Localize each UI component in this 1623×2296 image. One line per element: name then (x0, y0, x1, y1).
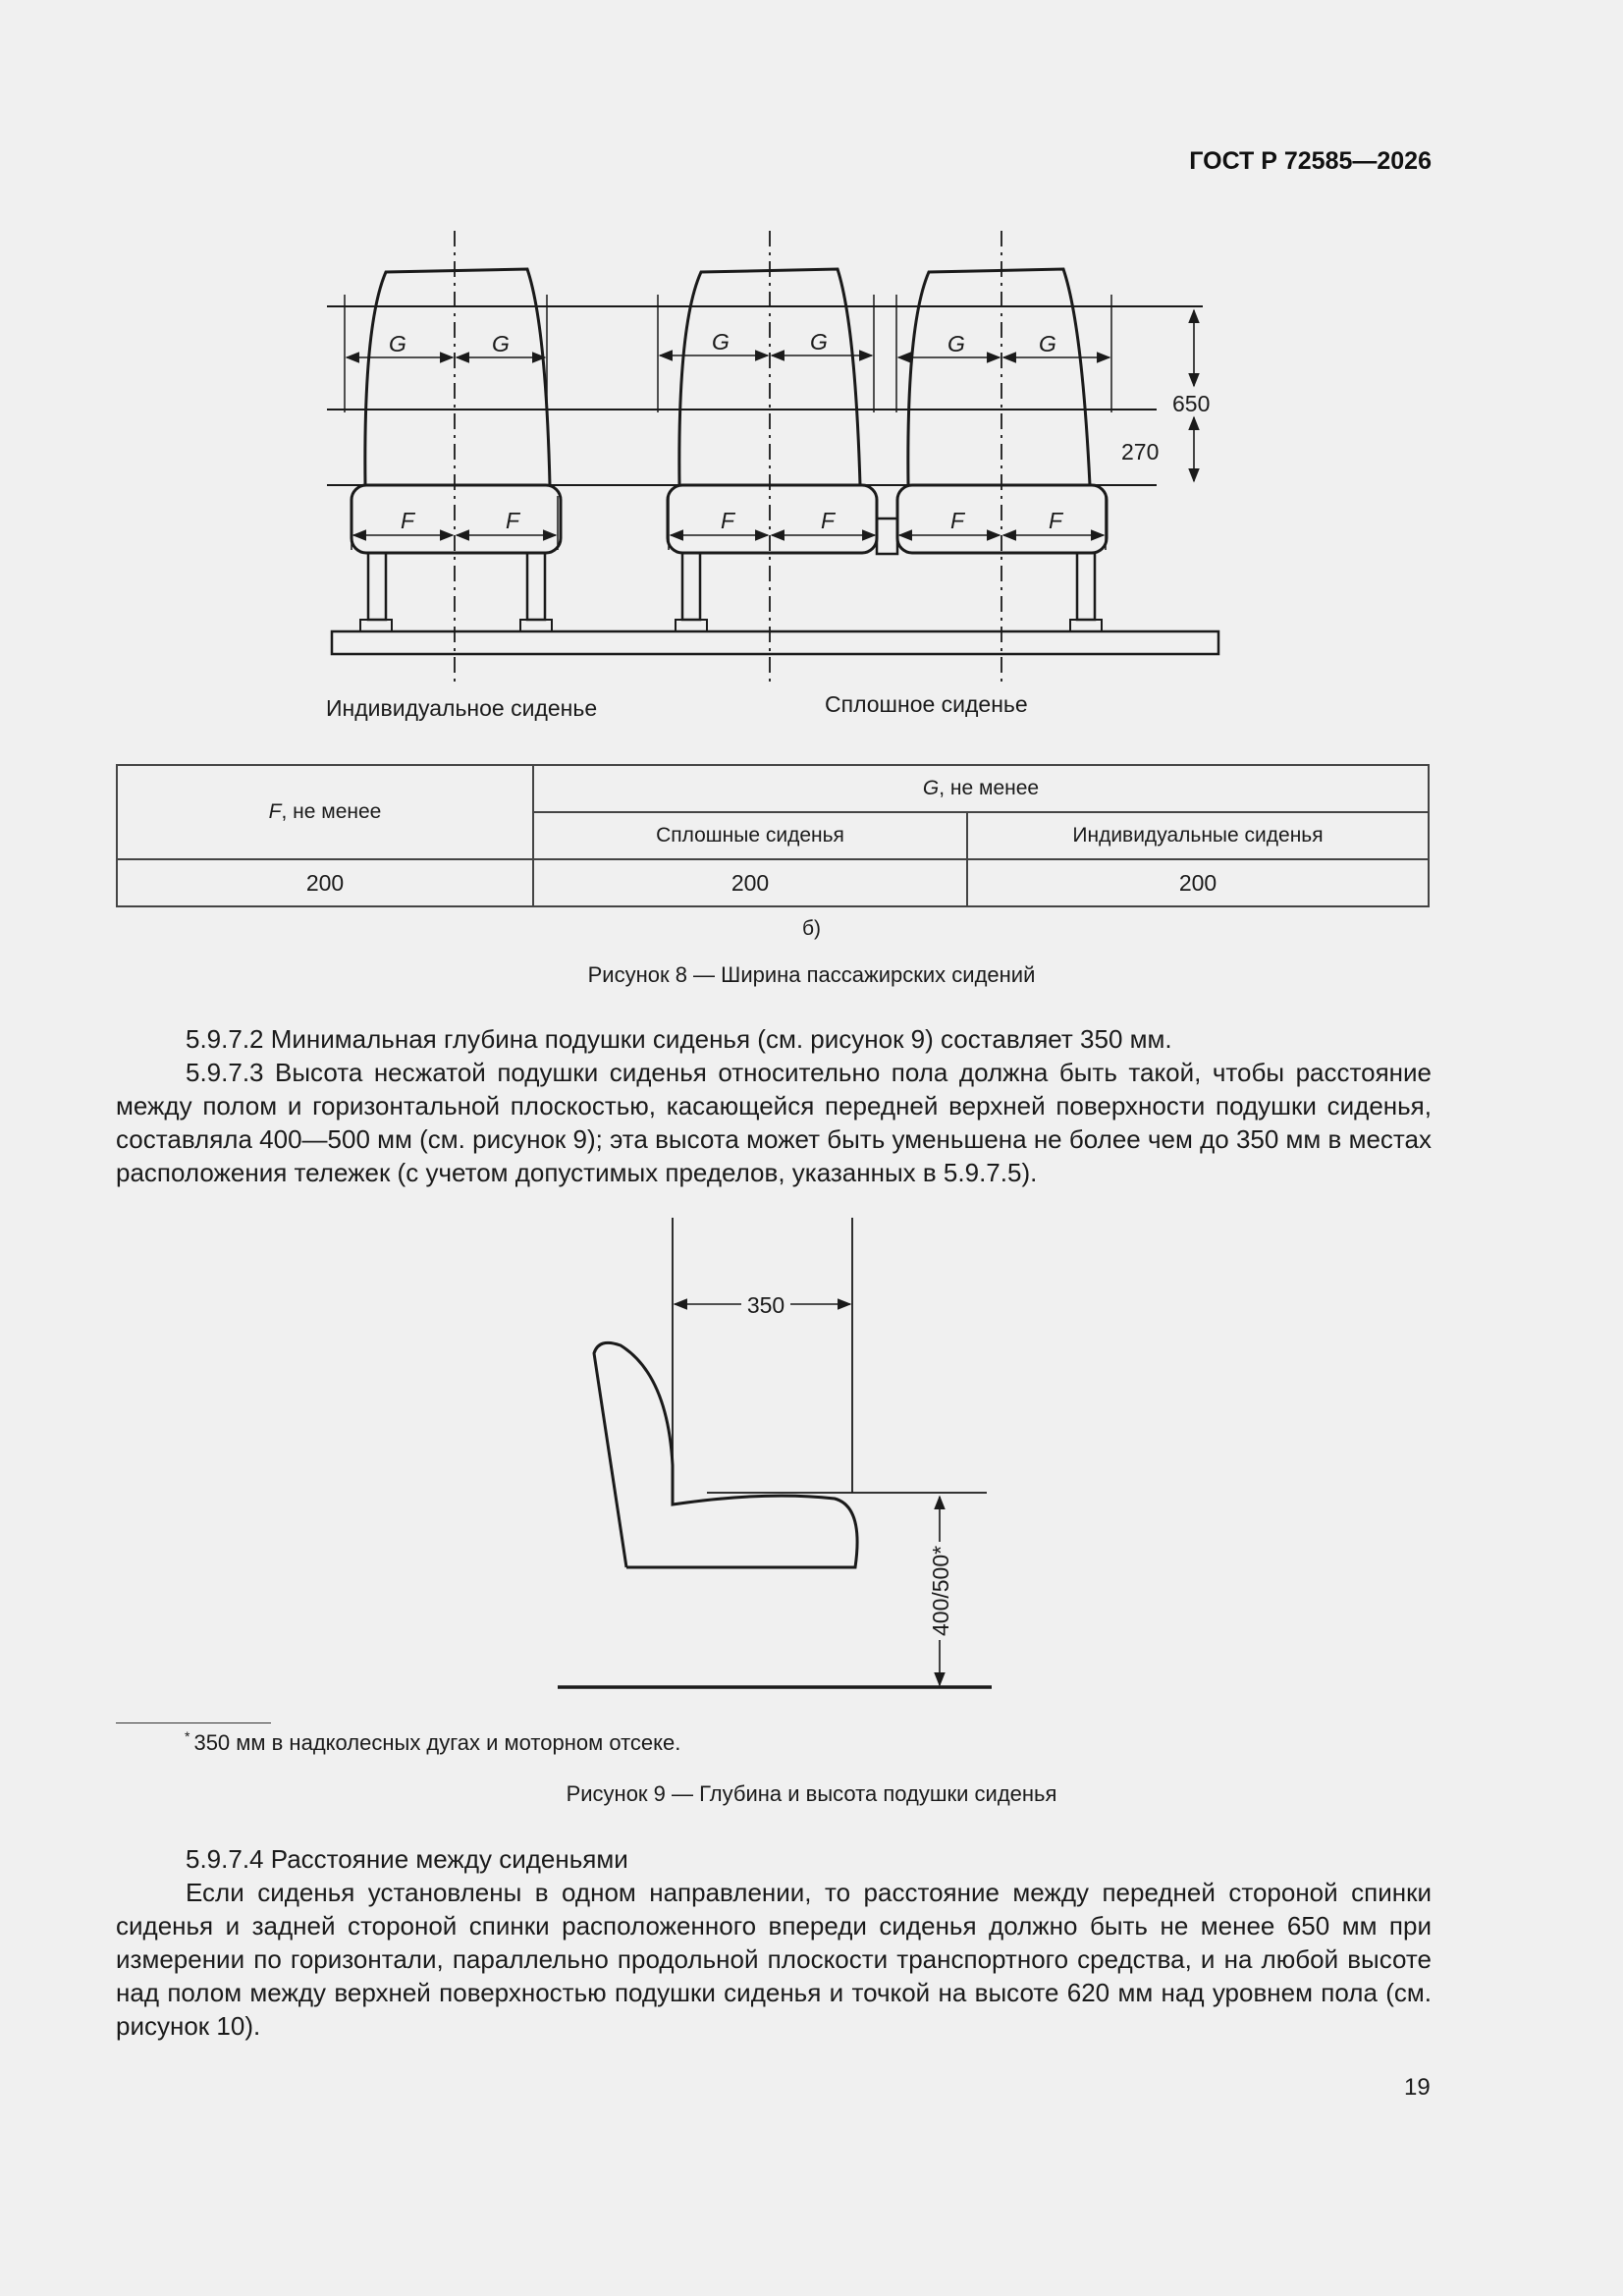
table-header-f: F, не менее (117, 765, 533, 859)
table-value-g-individual: 200 (967, 859, 1429, 906)
table-header-g: G, не менее (533, 765, 1429, 812)
seat-width-table (116, 764, 1430, 907)
section-5974-heading: 5.9.7.4 Расстояние между сиденьями (186, 1844, 628, 1874)
paragraph-5973: 5.9.7.3 Высота несжатой подушки сиденья относительно пола должна быть такой, чтобы расстояние между полом и горизонтальной плоскостью, касающейся передней верхней поверхности подушки сиденья, составляла 400—500 мм (см. рисунок 9); эта высота может быть уменьшена не более чем до 350 мм в местах расположения тележек (с учетом допустимых пределов, указанных в 5.9.7.5). (116, 1058, 1432, 1187)
figure-8-sublabel: б) (801, 917, 822, 940)
dim-f-label: F (720, 508, 735, 533)
dim-f-label: F (505, 508, 520, 533)
dim-f-label: F (1048, 508, 1063, 533)
footnote-text: 350 мм в надколесных дугах и моторном отсеке. (193, 1730, 681, 1755)
section-5974-body: Если сиденья установлены в одном направлении, то расстояние между передней стороной спинки сиденья и задней стороной спинки расположенного впереди сиденья должно быть не менее 650 мм при измерении по горизонтали, параллельно продольной плоскости транспортного средства, и на любой высоте над полом между верхней поверхностью подушки сиденья и точкой на высоте 620 мм над уровнем пола (см. рисунок 10). (116, 1878, 1432, 2041)
page-number: 19 (1404, 2074, 1431, 2101)
figure-9-caption: Рисунок 9 — Глубина и высота подушки сиденья (566, 1781, 1057, 1806)
dim-f-label: F (400, 508, 415, 533)
label-individual-seat: Индивидуальное сиденье (326, 695, 598, 721)
text-block-5972-5973 (116, 1022, 1432, 1189)
figure-9-cushion-depth-diagram (530, 1208, 1021, 1699)
table-subheader-bench: Сплошные сиденья (533, 812, 967, 859)
dim-g-label: G (810, 329, 828, 355)
text-block-5974 (116, 1842, 1432, 2043)
figure-8-seat-width-diagram (0, 0, 1623, 746)
table-value-g-bench: 200 (533, 859, 967, 906)
dim-270-label: 270 (1121, 439, 1160, 465)
label-bench-seat: Сплошное сиденье (825, 691, 1028, 717)
dim-g-label: G (1039, 331, 1056, 356)
footnote-mark: * (185, 1728, 190, 1744)
dim-g-label: G (712, 329, 730, 355)
dim-g-label: G (492, 331, 510, 356)
dim-650-label: 650 (1172, 391, 1211, 416)
document-code: ГОСТ Р 72585—2026 (1189, 147, 1432, 175)
table-value-f: 200 (117, 859, 533, 906)
footnote-separator (116, 1722, 271, 1723)
dim-f-label: F (820, 508, 836, 533)
paragraph-5972: 5.9.7.2 Минимальная глубина подушки сиденья (см. рисунок 9) составляет 350 мм. (186, 1024, 1172, 1054)
dim-350-label: 350 (746, 1292, 785, 1318)
figure-8-caption: Рисунок 8 — Ширина пассажирских сидений (587, 962, 1036, 987)
dim-g-label: G (947, 331, 965, 356)
table-subheader-individual: Индивидуальные сиденья (967, 812, 1429, 859)
dim-g-label: G (389, 331, 406, 356)
dim-height-label: 400/500* (928, 1545, 953, 1636)
dim-f-label: F (949, 508, 965, 533)
figure-9-footnote (185, 1728, 680, 1756)
